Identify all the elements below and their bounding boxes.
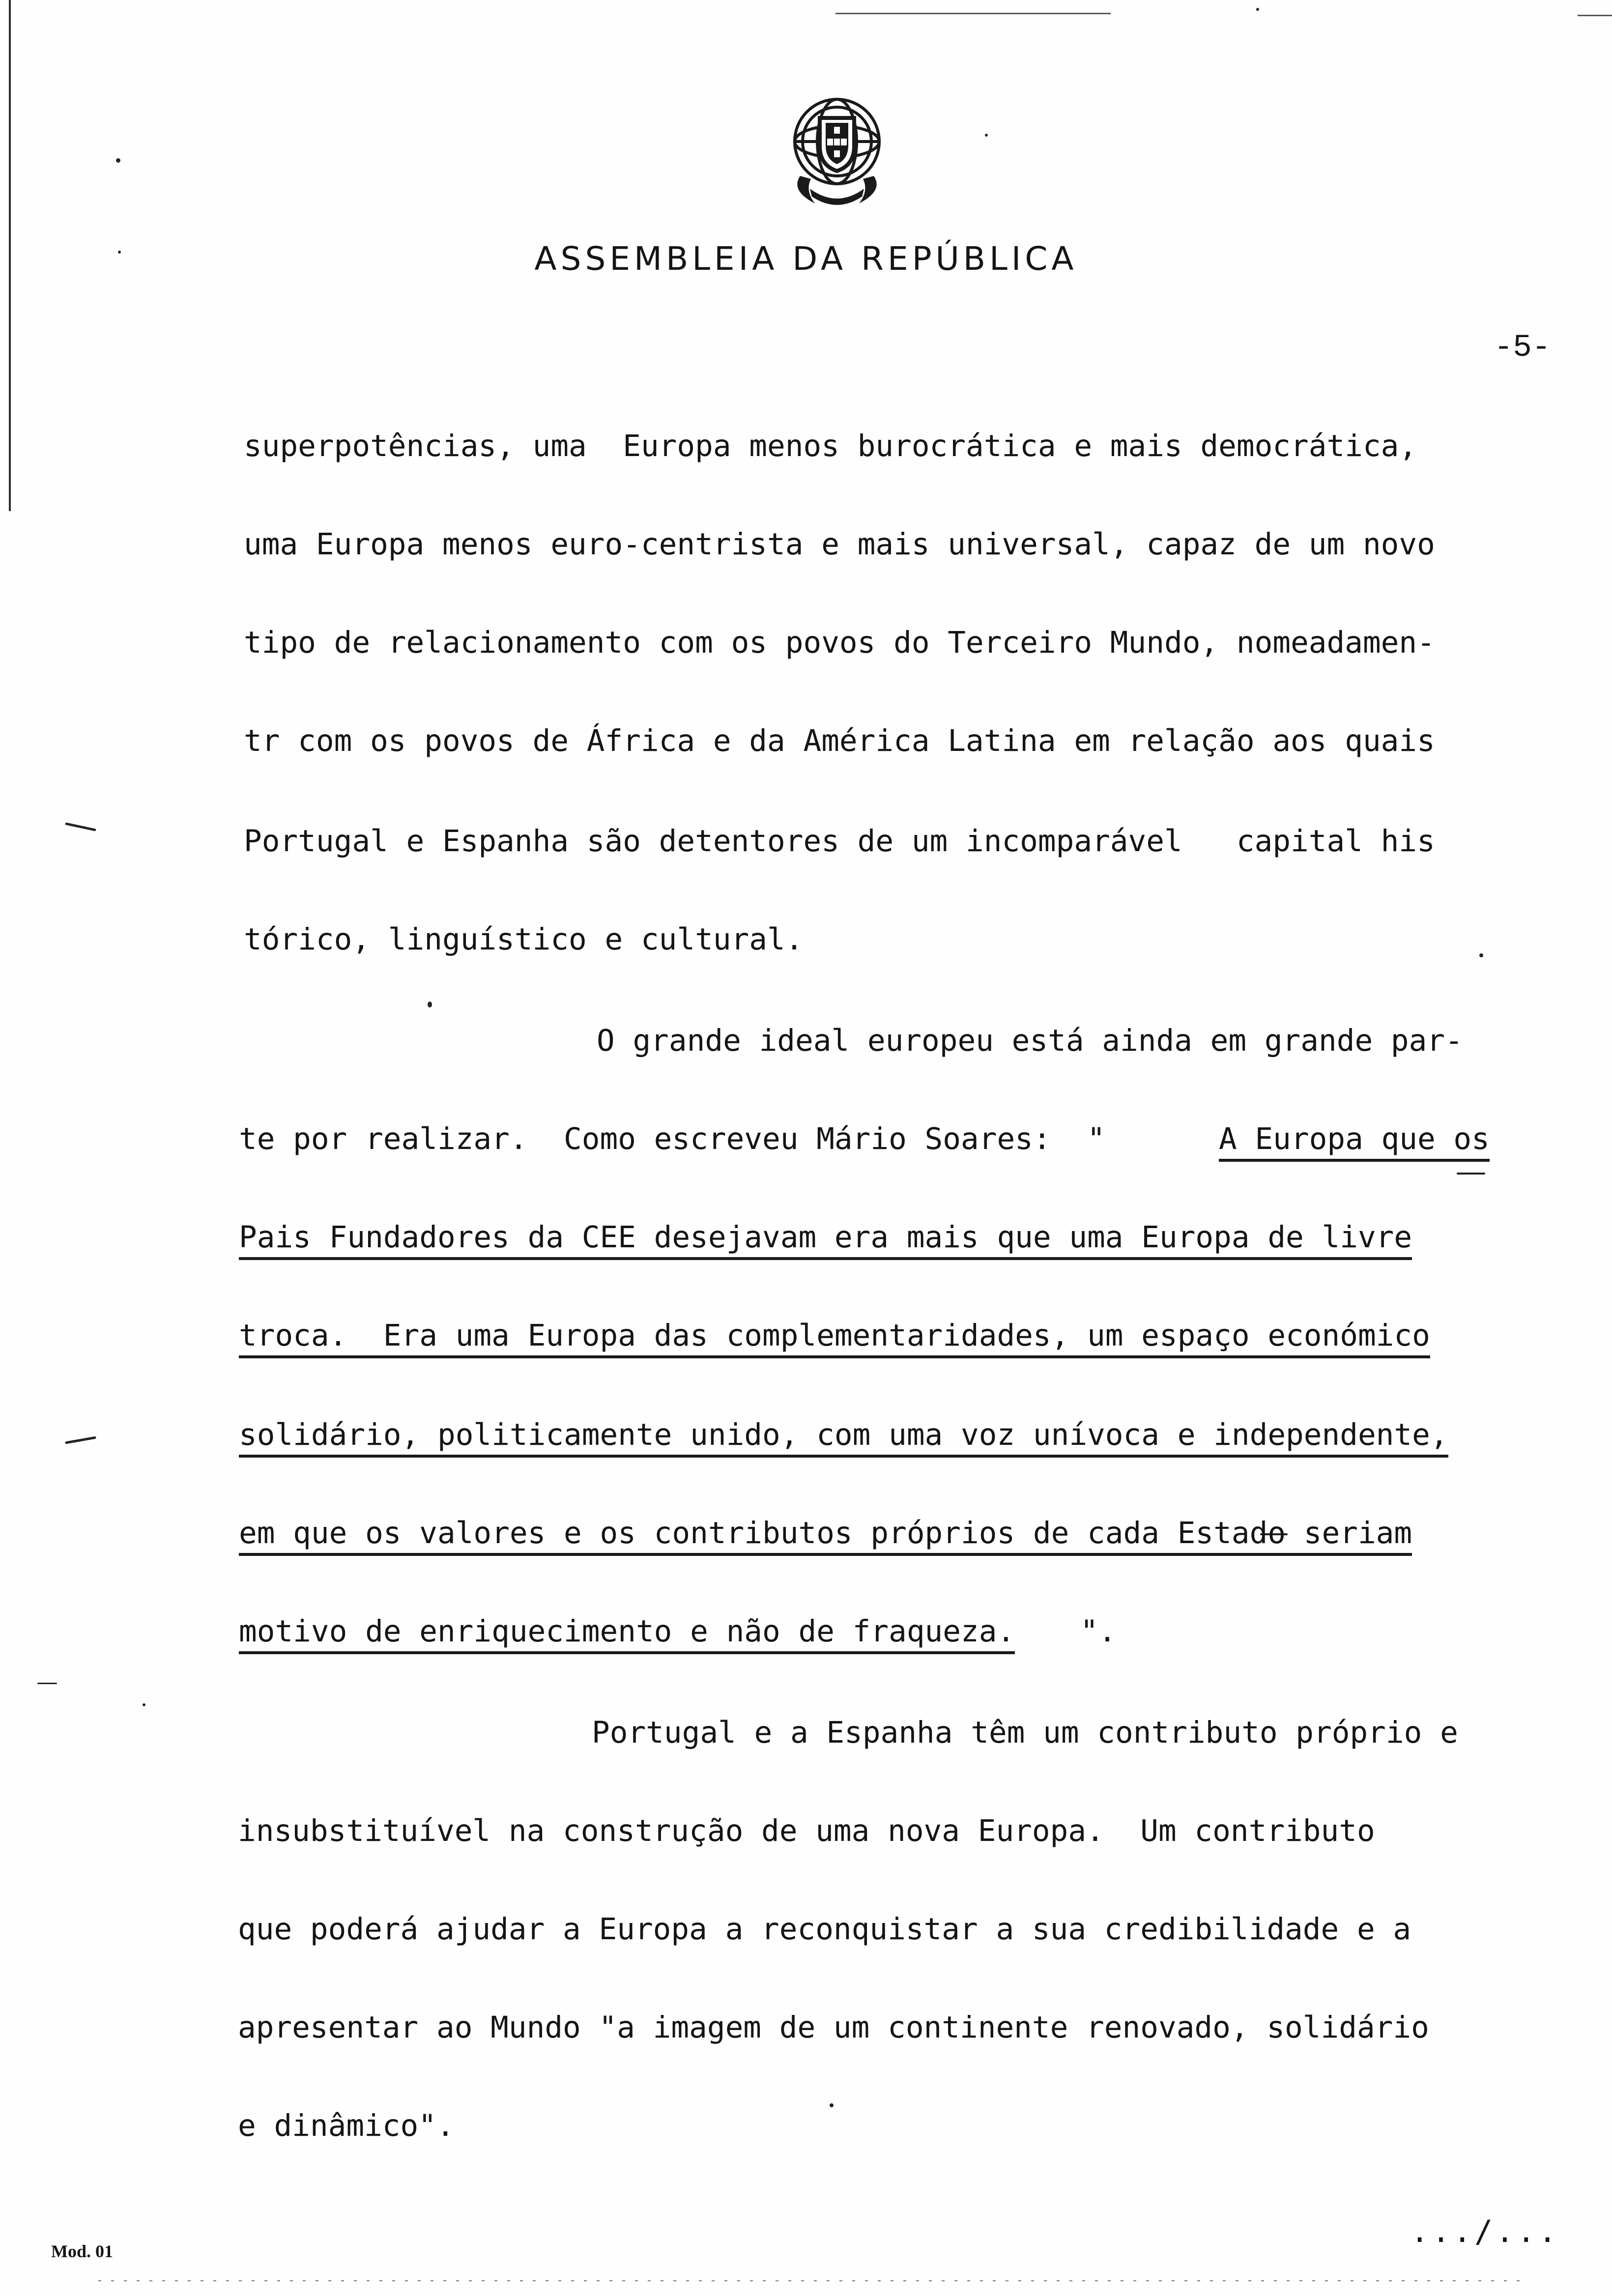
scan-speck [143,1703,145,1706]
scan-speck [985,134,988,137]
text-line: O grande ideal europeu está ainda em grande par- [597,1023,1463,1058]
underlined-quote: em que os valores e os contributos próprios de cada Estado seriam [239,1514,1412,1556]
page-number: -5- [1494,330,1551,366]
underlined-quote: Pais Fundadores da CEE desejavam era mais que uma Europa de livre [239,1218,1412,1260]
overstrike-mark [1457,1173,1485,1175]
text-line: te por realizar. Como escreveu Mário Soares: " [239,1121,1105,1156]
scan-noise [98,2280,1524,2281]
top-scan-rule [835,13,1111,14]
text-line: apresentar ao Mundo "a imagem de um continente renovado, solidário [238,2010,1429,2045]
underlined-quote: motivo de enriquecimento e não de fraqueza. [239,1612,1015,1654]
text-line: insubstituível na construção de uma nova Europa. Um contributo [238,1813,1375,1848]
scan-speck [116,158,120,163]
scan-speck [1479,953,1483,957]
text-line: e dinâmico". [238,2108,455,2143]
scan-speck [428,1002,432,1007]
top-scan-rule-right [1578,15,1612,16]
text-line: tipo de relacionamento com os povos do Terceiro Mundo, nomeadamen- [244,625,1435,660]
text-line: que poderá ajudar a Europa a reconquistar a sua credibilidade e a [238,1912,1411,1947]
institution-title: ASSEMBLEIA DA REPÚBLICA [534,240,1078,278]
form-code: Mod. 01 [51,2241,113,2261]
underlined-quote: troca. Era uma Europa das complementaridades, um espaço económico [239,1316,1430,1358]
continuation-marker: .../... [1410,2213,1560,2249]
margin-mark [65,1436,96,1444]
margin-mark [37,1683,57,1684]
text-line: Portugal e Espanha são detentores de um incomparável capital his [244,824,1435,859]
margin-mark [65,822,96,831]
coat-of-arms-emblem [771,92,903,210]
text-line: tórico, linguístico e cultural. [244,922,804,957]
underlined-quote: solidário, politicamente unido, com uma voz unívoca e independente, [239,1415,1448,1458]
text-line: tr com os povos de África e da América Latina em relação aos quais [244,723,1435,758]
scan-speck [830,2103,834,2107]
scan-speck [1256,8,1259,11]
text-line: superpotências, uma Europa menos burocrática e mais democrática, [244,429,1417,463]
text-line: uma Europa menos euro-centrista e mais universal, capaz de um novo [244,527,1435,562]
text-line: Portugal e a Espanha têm um contributo próprio e [592,1715,1458,1750]
underlined-quote: A Europa que os [1219,1119,1490,1162]
text-line: ". [1080,1614,1117,1649]
